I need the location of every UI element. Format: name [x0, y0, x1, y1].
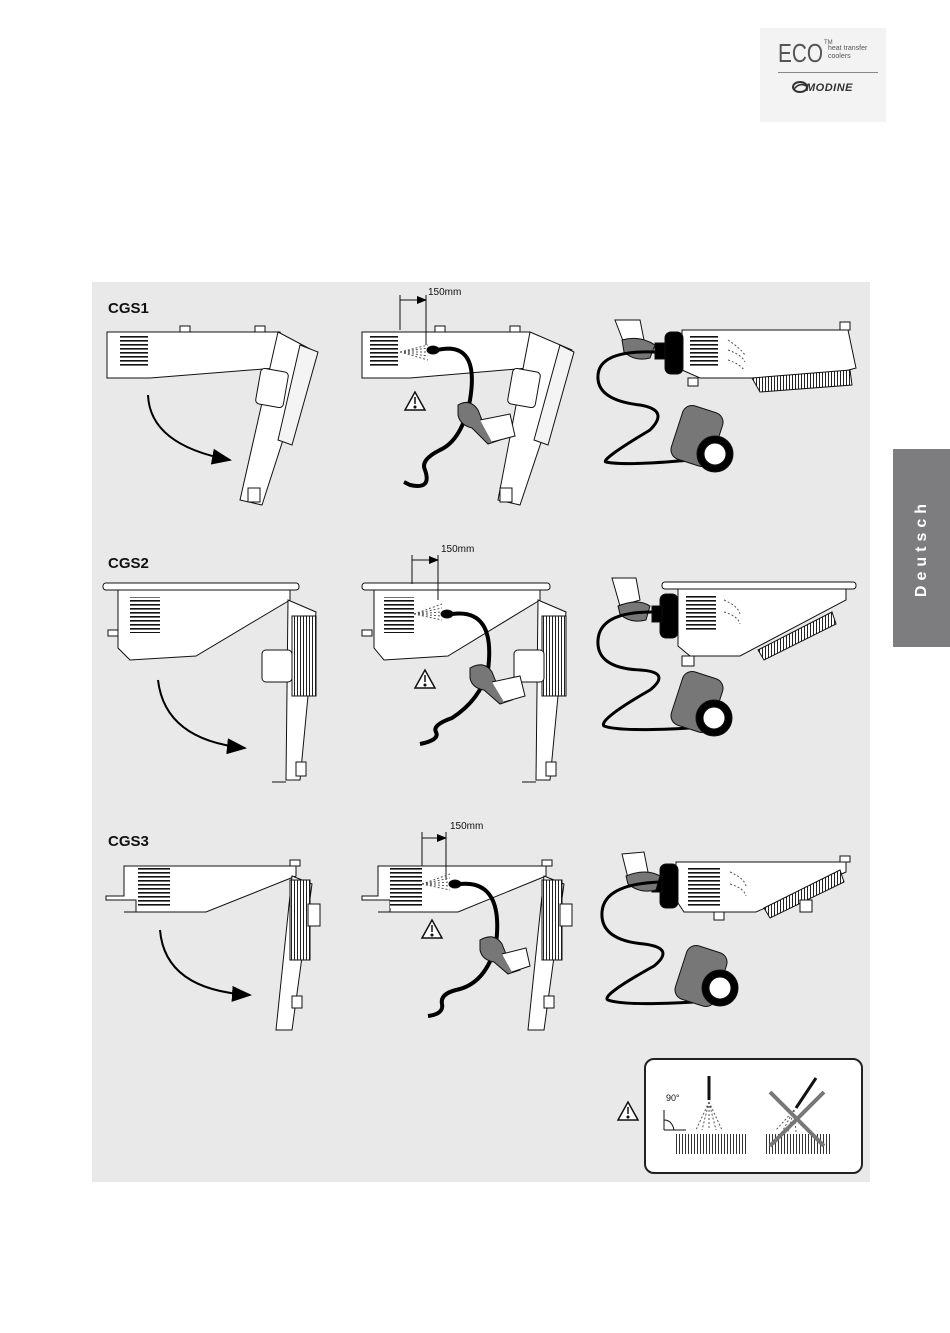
row-label-cgs1: CGS1 [108, 300, 149, 317]
cgs2-vacuum-unit [598, 578, 856, 736]
warning-triangle-icon [415, 670, 435, 688]
logo-tm-text: TM [824, 40, 833, 46]
warning-triangle-icon [405, 392, 425, 410]
cgs3-vacuum-unit [602, 852, 850, 1009]
cgs2-spray-unit [362, 555, 566, 782]
dimension-label-cgs2: 150mm [441, 544, 475, 555]
row-label-cgs2: CGS2 [108, 555, 149, 572]
cgs3-spray-unit [362, 832, 572, 1030]
correct-spray-angle [664, 1076, 746, 1154]
dimension-label-cgs1: 150mm [428, 287, 462, 298]
cgs1-vacuum-unit [598, 320, 856, 472]
cgs2-open-unit [103, 583, 316, 782]
cgs3-open-unit [106, 860, 320, 1030]
dimension-label-cgs3: 150mm [450, 821, 484, 832]
row-label-cgs3: CGS3 [108, 833, 149, 850]
cgs1-spray-unit [362, 295, 574, 505]
logo-eco-text: ECO [778, 38, 824, 68]
logo-tagline: heat transfer coolers [828, 45, 868, 60]
angle-label: 90° [666, 1093, 680, 1103]
spray-angle-diagram [646, 1060, 861, 1172]
warning-triangle-icon [618, 1102, 638, 1120]
spray-angle-warning-box [644, 1058, 863, 1174]
warning-triangle-icon [422, 920, 442, 938]
logo-brand: MODINE [806, 82, 853, 94]
cgs1-open-unit [107, 326, 318, 505]
language-tab-label: Deutsch [912, 498, 930, 598]
